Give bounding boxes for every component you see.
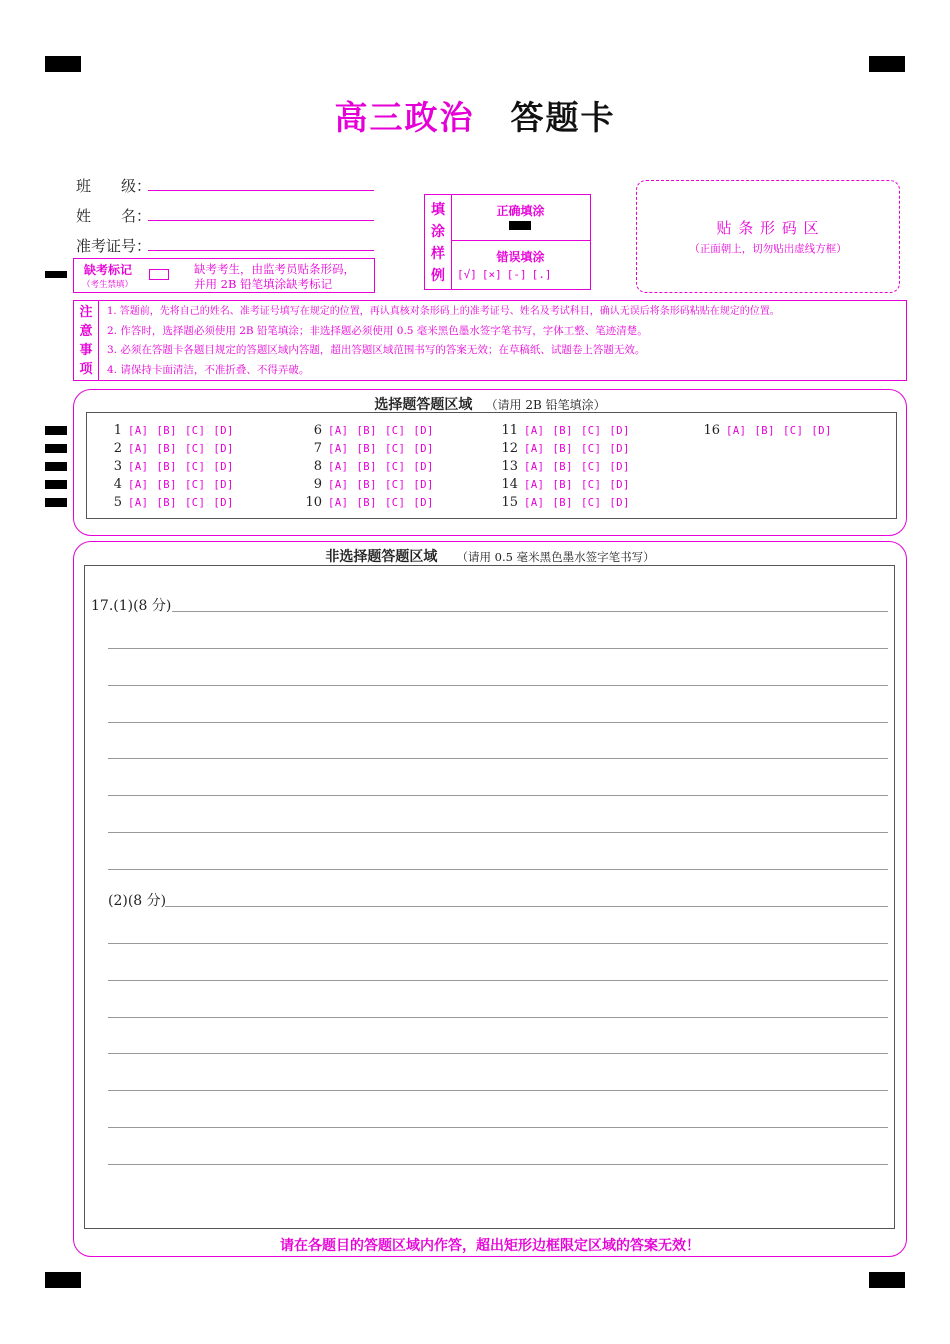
mc-option-bubble[interactable]: [A] (524, 479, 545, 491)
timing-mark (45, 444, 67, 453)
mc-option-bubble[interactable]: [B] (356, 479, 377, 491)
mc-option-bubble[interactable]: [C] (384, 443, 406, 455)
mc-question-row (300, 438, 442, 456)
mc-option-bubble[interactable]: [D] (609, 461, 630, 473)
mc-section-note: （请用 2B 铅笔填涂） (485, 398, 606, 412)
answer-line[interactable] (165, 906, 888, 907)
mc-option-bubble[interactable]: [A] (328, 425, 349, 437)
mc-question-number: 11 (501, 423, 518, 438)
mc-question-number: 4 (113, 477, 122, 492)
mc-option-bubble[interactable]: [D] (413, 443, 434, 455)
answer-line[interactable] (108, 1127, 888, 1128)
mc-question-number: 5 (113, 495, 122, 510)
mc-option-bubble[interactable]: [D] (213, 461, 234, 473)
mc-section-title: 选择题答题区域 (374, 397, 473, 413)
title-subject: 高三政治 (334, 98, 475, 137)
mc-option-bubble[interactable]: [C] (384, 479, 406, 491)
notice-item: 2. 作答时，选择题必须使用 2B 铅笔填涂；非选择题必须使用 0.5 毫米黑色墨水签字笔书写，字体工整、笔迹清楚。 (107, 324, 648, 337)
timing-mark (45, 462, 67, 471)
mc-option-bubble[interactable]: [D] (413, 497, 434, 509)
title-card: 答题卡 (510, 98, 616, 137)
mc-option-bubble[interactable]: [A] (328, 443, 349, 455)
mc-option-bubble[interactable]: [C] (580, 479, 602, 491)
mc-option-bubble[interactable]: [B] (552, 497, 573, 509)
timing-mark (45, 480, 67, 489)
mc-option-bubble[interactable]: [A] (128, 443, 149, 455)
mc-question-row (100, 492, 242, 510)
answer-line[interactable] (108, 795, 888, 796)
absent-label: 缺考标记 (84, 263, 133, 277)
mc-question-number: 6 (313, 423, 322, 438)
mc-option-bubble[interactable]: [C] (580, 497, 602, 509)
mc-question-row (100, 474, 242, 492)
mc-question-number: 7 (313, 441, 322, 456)
class-field[interactable] (148, 190, 374, 191)
timing-mark (45, 498, 67, 507)
answer-line[interactable] (108, 722, 888, 723)
answer-line[interactable] (108, 758, 888, 759)
fill-sample-side-label: 填 涂 样 例 (431, 202, 445, 284)
mc-option-bubble[interactable]: [B] (356, 425, 377, 437)
q17-part1-label: 17.(1)(8 分) (91, 598, 172, 614)
wrong-mark-cross: [×] (481, 268, 502, 281)
correct-fill-label: 正确填涂 (496, 204, 545, 218)
mc-option-bubble[interactable]: [C] (384, 425, 406, 437)
answer-line[interactable] (108, 1090, 888, 1091)
mc-option-bubble[interactable]: [D] (413, 425, 434, 437)
timing-mark (45, 271, 67, 278)
mc-option-bubble[interactable]: [D] (213, 479, 234, 491)
mc-question-row (698, 420, 840, 438)
mc-question-row (300, 420, 442, 438)
mc-option-bubble[interactable]: [C] (384, 497, 406, 509)
notice-items (107, 302, 902, 380)
mc-question-row (100, 438, 242, 456)
mc-question-number: 3 (113, 459, 122, 474)
correct-fill-example (509, 221, 531, 230)
q17-part2-label: (2)(8 分) (108, 893, 167, 909)
absent-checkbox[interactable] (149, 269, 169, 280)
mc-option-bubble[interactable]: [B] (156, 497, 177, 509)
written-section-title: 非选择题答题区域 (325, 549, 438, 565)
wrong-mark-check: [√] (457, 268, 477, 281)
wrong-fill-examples (457, 268, 587, 281)
fill-sample-box (424, 194, 591, 290)
answer-line[interactable] (108, 980, 888, 981)
mc-option-bubble[interactable]: [D] (609, 443, 630, 455)
written-section-note: （请用 0.5 毫米黑色墨水签字笔书写） (456, 550, 655, 564)
mc-option-bubble[interactable]: [A] (726, 425, 747, 437)
mc-question-row (496, 456, 638, 474)
wrong-fill-label: 错误填涂 (496, 250, 545, 264)
mc-option-bubble[interactable]: [D] (811, 425, 832, 437)
mc-question-number: 15 (501, 495, 518, 510)
absent-note-line2: 并用 2B 铅笔填涂缺考标记 (194, 277, 333, 291)
mc-option-bubble[interactable]: [A] (328, 461, 349, 473)
mc-option-bubble[interactable]: [B] (552, 443, 573, 455)
mc-option-bubble[interactable]: [C] (384, 461, 406, 473)
notice-item: 1. 答题前，先将自己的姓名、准考证号填写在规定的位置，再认真核对条形码上的准考证号、姓名及考试科目，确认无误后将条形码粘贴在规定的位置。 (107, 306, 780, 317)
mc-question-row (496, 420, 638, 438)
absent-sublabel: （考生禁填） (82, 280, 134, 290)
registration-mark-top-right (869, 56, 905, 72)
answer-line[interactable] (108, 869, 888, 870)
mc-option-bubble[interactable]: [B] (552, 425, 573, 437)
mc-option-bubble[interactable]: [A] (524, 443, 545, 455)
mc-option-bubble[interactable]: [A] (128, 479, 149, 491)
mc-option-bubble[interactable]: [D] (213, 443, 234, 455)
mc-option-bubble[interactable]: [D] (609, 425, 630, 437)
mc-option-bubble[interactable]: [A] (328, 497, 349, 509)
mc-option-bubble[interactable]: [C] (184, 443, 206, 455)
mc-option-bubble[interactable]: [B] (552, 479, 573, 491)
written-answer-box (84, 565, 895, 1229)
mc-option-bubble[interactable]: [A] (328, 479, 349, 491)
mc-option-bubble[interactable]: [C] (184, 461, 206, 473)
mc-option-bubble[interactable]: [B] (156, 443, 177, 455)
mc-question-row (300, 492, 442, 510)
mc-question-number: 2 (113, 441, 122, 456)
mc-column (698, 420, 840, 438)
absent-mark-box (73, 258, 375, 293)
mc-question-number: 12 (501, 441, 518, 456)
mc-question-row (496, 492, 638, 510)
answer-line[interactable] (172, 611, 888, 612)
mc-option-bubble[interactable]: [A] (524, 497, 545, 509)
absent-note-line1: 缺考考生，由监考员贴条形码， (194, 262, 355, 276)
timing-mark (45, 426, 67, 435)
mc-option-bubble[interactable]: [D] (413, 461, 434, 473)
answer-line[interactable] (108, 648, 888, 649)
notice-item: 3. 必须在答题卡各题目规定的答题区域内答题，超出答题区域范围书写的答案无效；在草稿纸、试题卷上答题无效。 (107, 344, 646, 356)
answer-line[interactable] (108, 832, 888, 833)
answer-line[interactable] (108, 1053, 888, 1054)
name-field[interactable] (148, 220, 374, 221)
answer-line[interactable] (108, 685, 888, 686)
mc-question-row (300, 456, 442, 474)
mc-question-row (100, 420, 242, 438)
mc-option-bubble[interactable]: [B] (156, 479, 177, 491)
mc-option-bubble[interactable]: [B] (356, 497, 377, 509)
mc-section-heading (74, 394, 906, 414)
mc-option-bubble[interactable]: [B] (356, 461, 377, 473)
notice-item: 4. 请保持卡面清洁，不准折叠、不得弄破。 (107, 363, 310, 376)
mc-option-bubble[interactable]: [D] (609, 479, 630, 491)
mc-option-bubble[interactable]: [C] (184, 425, 206, 437)
mc-option-bubble[interactable]: [C] (184, 479, 206, 491)
mc-option-bubble[interactable]: [D] (413, 479, 434, 491)
registration-mark-bottom-right (869, 1272, 905, 1288)
registration-mark-bottom-left (45, 1272, 81, 1288)
answer-line[interactable] (108, 1017, 888, 1018)
answer-line[interactable] (108, 1164, 888, 1165)
class-label: 班 级： (76, 177, 152, 195)
mc-option-bubble[interactable]: [A] (128, 425, 149, 437)
mc-option-bubble[interactable]: [B] (156, 425, 177, 437)
barcode-note: （正面朝上，切勿贴出虚线方框） (689, 243, 847, 255)
mc-option-bubble[interactable]: [B] (552, 461, 573, 473)
mc-option-bubble[interactable]: [B] (754, 425, 775, 437)
notice-side-label: 注 意 事 项 (79, 305, 93, 377)
name-label: 姓 名： (76, 207, 152, 225)
notice-box (73, 300, 907, 381)
mc-option-bubble[interactable]: [D] (213, 497, 234, 509)
mc-option-bubble[interactable]: [C] (580, 443, 602, 455)
mc-question-number: 14 (501, 477, 518, 492)
mc-option-bubble[interactable]: [B] (156, 461, 177, 473)
mc-option-bubble[interactable]: [D] (213, 425, 234, 437)
mc-option-bubble[interactable]: [C] (580, 425, 602, 437)
mc-option-bubble[interactable]: [A] (524, 425, 545, 437)
mc-column (300, 420, 442, 510)
footer-warning: 请在各题目的答题区域内作答，超出矩形边框限定区域的答案无效！ (280, 1238, 700, 1254)
barcode-title: 贴 条 形 码 区 (716, 219, 820, 237)
mc-question-number: 13 (501, 459, 518, 474)
answer-line[interactable] (108, 943, 888, 944)
written-section-heading (74, 546, 906, 566)
mc-option-bubble[interactable]: [C] (782, 425, 804, 437)
mc-column (100, 420, 242, 510)
mc-question-number: 9 (313, 477, 322, 492)
mc-option-bubble[interactable]: [A] (128, 461, 149, 473)
wrong-mark-dash: [-] (506, 268, 527, 281)
mc-option-bubble[interactable]: [C] (184, 497, 206, 509)
mc-question-row (100, 456, 242, 474)
mc-option-bubble[interactable]: [A] (128, 497, 149, 509)
mc-question-row (300, 474, 442, 492)
mc-option-bubble[interactable]: [D] (609, 497, 630, 509)
mc-option-bubble[interactable]: [A] (524, 461, 545, 473)
mc-question-number: 16 (703, 423, 720, 438)
mc-question-number: 8 (313, 459, 322, 474)
registration-mark-top-left (45, 56, 81, 72)
mc-question-number: 1 (113, 423, 122, 438)
exam-id-field[interactable] (148, 250, 374, 251)
barcode-area (636, 180, 900, 293)
mc-column (496, 420, 638, 510)
mc-question-number: 10 (305, 495, 322, 510)
mc-question-row (496, 438, 638, 456)
mc-option-bubble[interactable]: [B] (356, 443, 377, 455)
mc-question-row (496, 474, 638, 492)
mc-option-bubble[interactable]: [C] (580, 461, 602, 473)
wrong-mark-dot: [.] (531, 268, 552, 281)
exam-id-label: 准考证号： (76, 237, 152, 255)
page-title (0, 92, 950, 139)
